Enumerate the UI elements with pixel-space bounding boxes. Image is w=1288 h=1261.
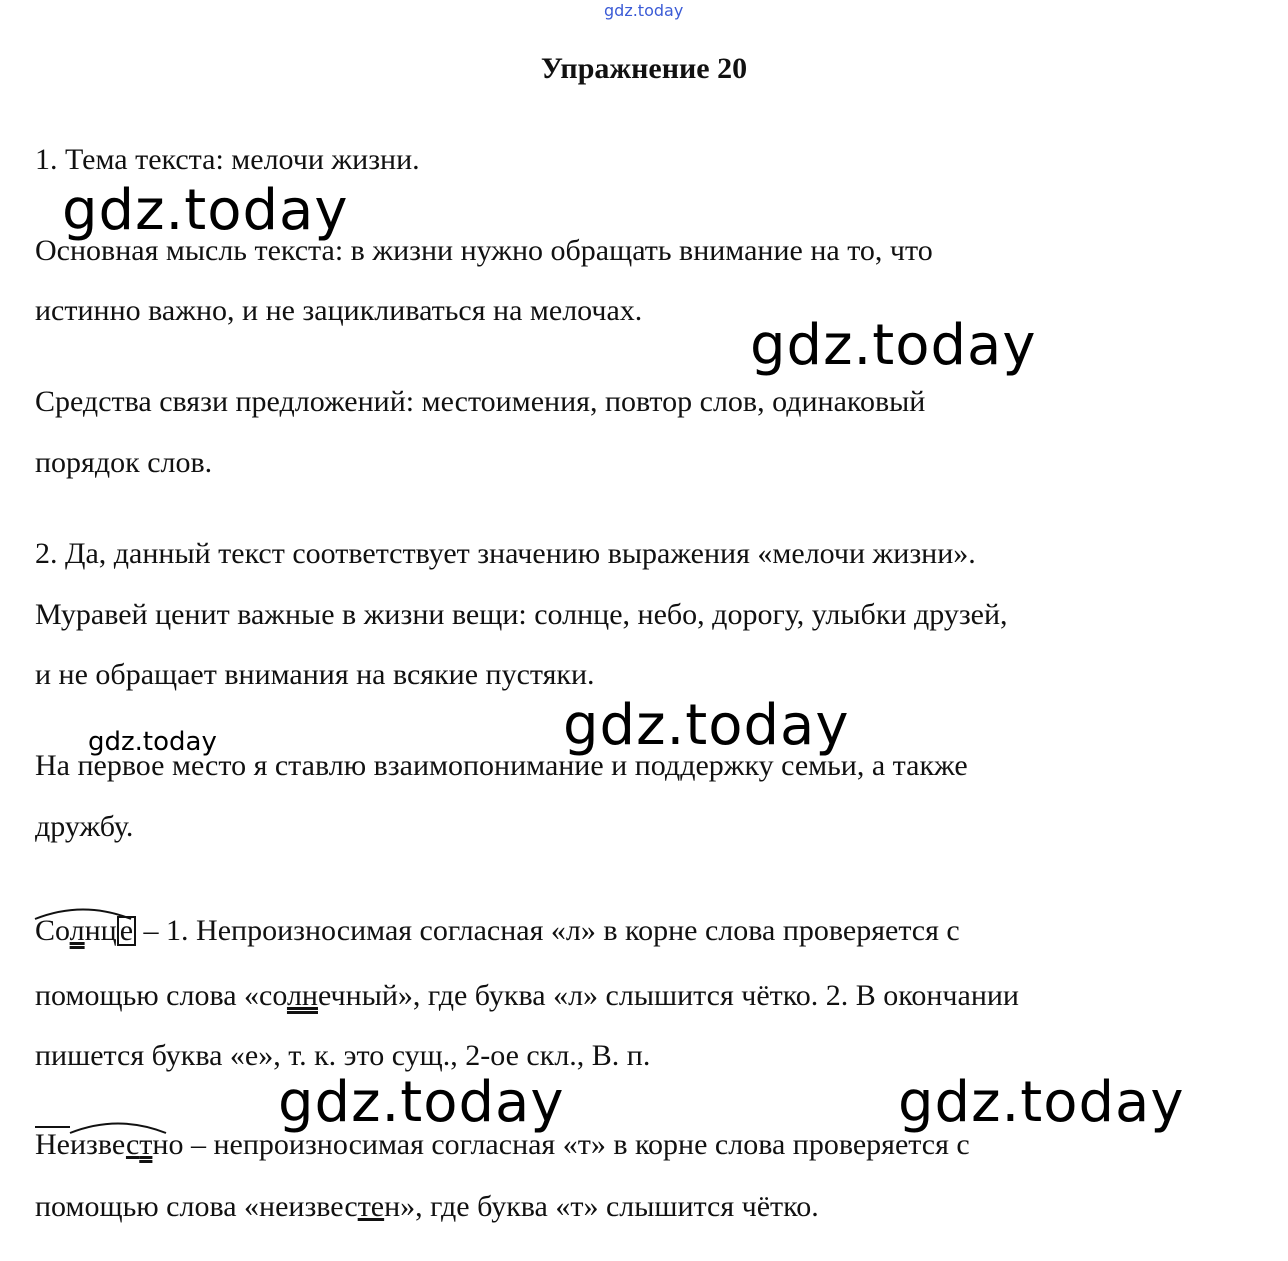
watermark: gdz.today — [88, 727, 217, 757]
text-line: помощью слова «солнечный», где буква «л» слышится чётко. 2. В окончании — [35, 979, 1019, 1012]
watermark: gdz.today — [563, 693, 850, 758]
root-arc: извест — [70, 1130, 152, 1160]
text-line: помощью слова «неизвестен», где буква «т» слышится чётко. — [35, 1190, 819, 1223]
word-analysis-line: Не известно – непроизносимая согласная «т» в корне слова проверяется с — [35, 1130, 970, 1160]
text-line: 2. Да, данный текст соответствует значению выражения «мелочи жизни». — [35, 537, 976, 570]
text-line: дружбу. — [35, 810, 134, 843]
text-line: истинно важно, и не зацикливаться на мелочах. — [35, 294, 643, 327]
text-line: 1. Тема текста: мелочи жизни. — [35, 143, 420, 176]
text-line: Муравей ценит важные в жизни вещи: солнце, небо, дорогу, улыбки друзей, — [35, 598, 1008, 631]
prefix-mark: Не — [35, 1128, 70, 1161]
text-line: Основная мысль текста: в жизни нужно обращать внимание на то, что — [35, 234, 933, 267]
text-line: Средства связи предложений: местоимения, повтор слов, одинаковый — [35, 385, 926, 418]
watermark: gdz.today — [750, 313, 1037, 378]
text-line: На первое место я ставлю взаимопонимание и поддержку семьи, а также — [35, 749, 968, 782]
root-arc: Солнц — [35, 916, 117, 946]
text-line: порядок слов. — [35, 446, 213, 479]
ending-box: е — [117, 916, 136, 946]
text-line: пишется буква «е», т. к. это сущ., 2-ое скл., В. п. — [35, 1039, 651, 1072]
text-line: и не обращает внимания на всякие пустяки. — [35, 658, 595, 691]
page-title: Упражнение 20 — [540, 52, 748, 85]
watermark-top: gdz.today — [604, 1, 684, 20]
watermark: gdz.today — [62, 178, 349, 243]
watermark: gdz.today — [278, 1070, 565, 1135]
watermark: gdz.today — [898, 1070, 1185, 1135]
word-analysis-line: Солнц е – 1. Непроизносимая согласная «л» в корне слова проверяется с — [35, 916, 960, 946]
